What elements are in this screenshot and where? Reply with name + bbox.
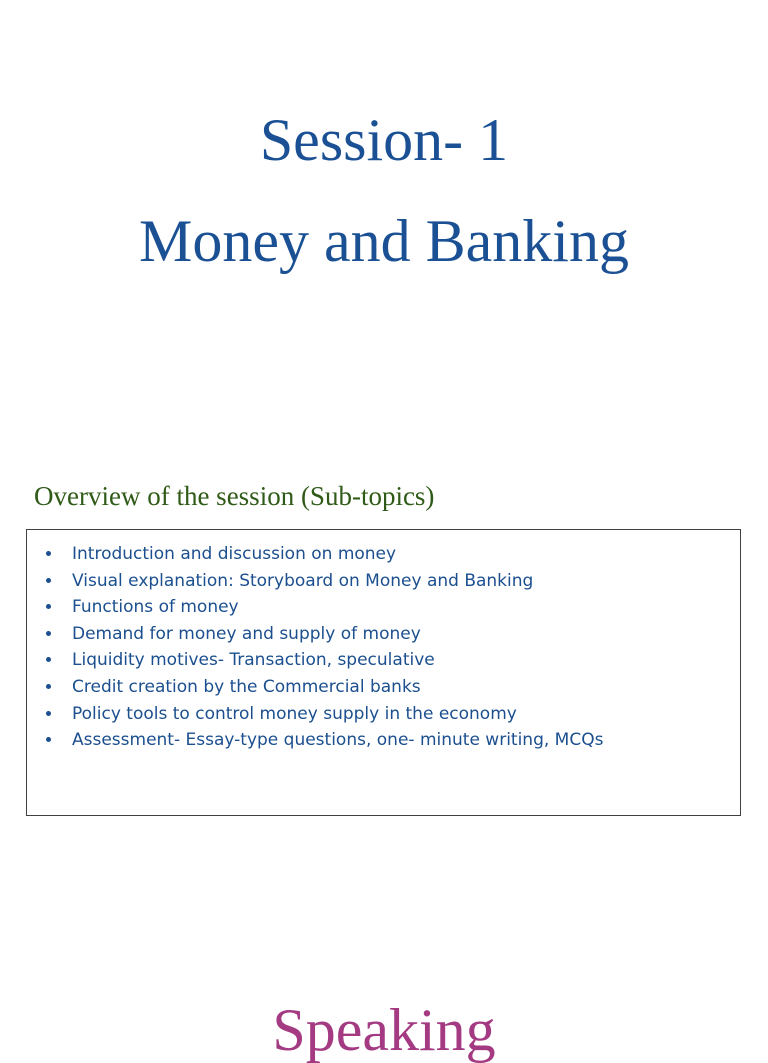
session-title: Session- 1 (259, 107, 509, 173)
subtopic-text: Credit creation by the Commercial banks (72, 676, 421, 697)
subtopic-text: Functions of money (72, 597, 239, 618)
bullet-icon (46, 578, 51, 583)
subtopics-box (26, 529, 741, 816)
subtopic-item (43, 621, 740, 648)
subtopic-item (43, 701, 740, 728)
subtopic-item (43, 568, 740, 595)
session-subject-title: Money and Banking (139, 208, 629, 274)
next-section-heading-partial: Speaking (272, 997, 496, 1063)
subtopic-item (43, 647, 740, 674)
subtopic-text: Policy tools to control money supply in the economy (72, 703, 517, 724)
bullet-icon (46, 551, 51, 556)
subtopics-list (27, 530, 740, 754)
bullet-icon (46, 657, 51, 662)
bullet-icon (46, 604, 51, 609)
subtopic-item (43, 727, 740, 754)
bullet-icon (46, 631, 51, 636)
overview-heading: Overview of the session (Sub-topics) (34, 481, 435, 511)
bullet-icon (46, 737, 51, 742)
subtopic-text: Visual explanation: Storyboard on Money and Banking (72, 570, 534, 591)
subtopic-item (43, 674, 740, 701)
subtopic-item (43, 541, 740, 568)
subtopic-text: Liquidity motives- Transaction, speculative (72, 650, 435, 671)
bullet-icon (46, 711, 51, 716)
subtopic-text: Demand for money and supply of money (72, 623, 421, 644)
subtopic-text: Assessment- Essay-type questions, one- minute writing, MCQs (72, 730, 604, 751)
subtopic-item (43, 594, 740, 621)
bullet-icon (46, 684, 51, 689)
subtopic-text: Introduction and discussion on money (72, 544, 397, 564)
